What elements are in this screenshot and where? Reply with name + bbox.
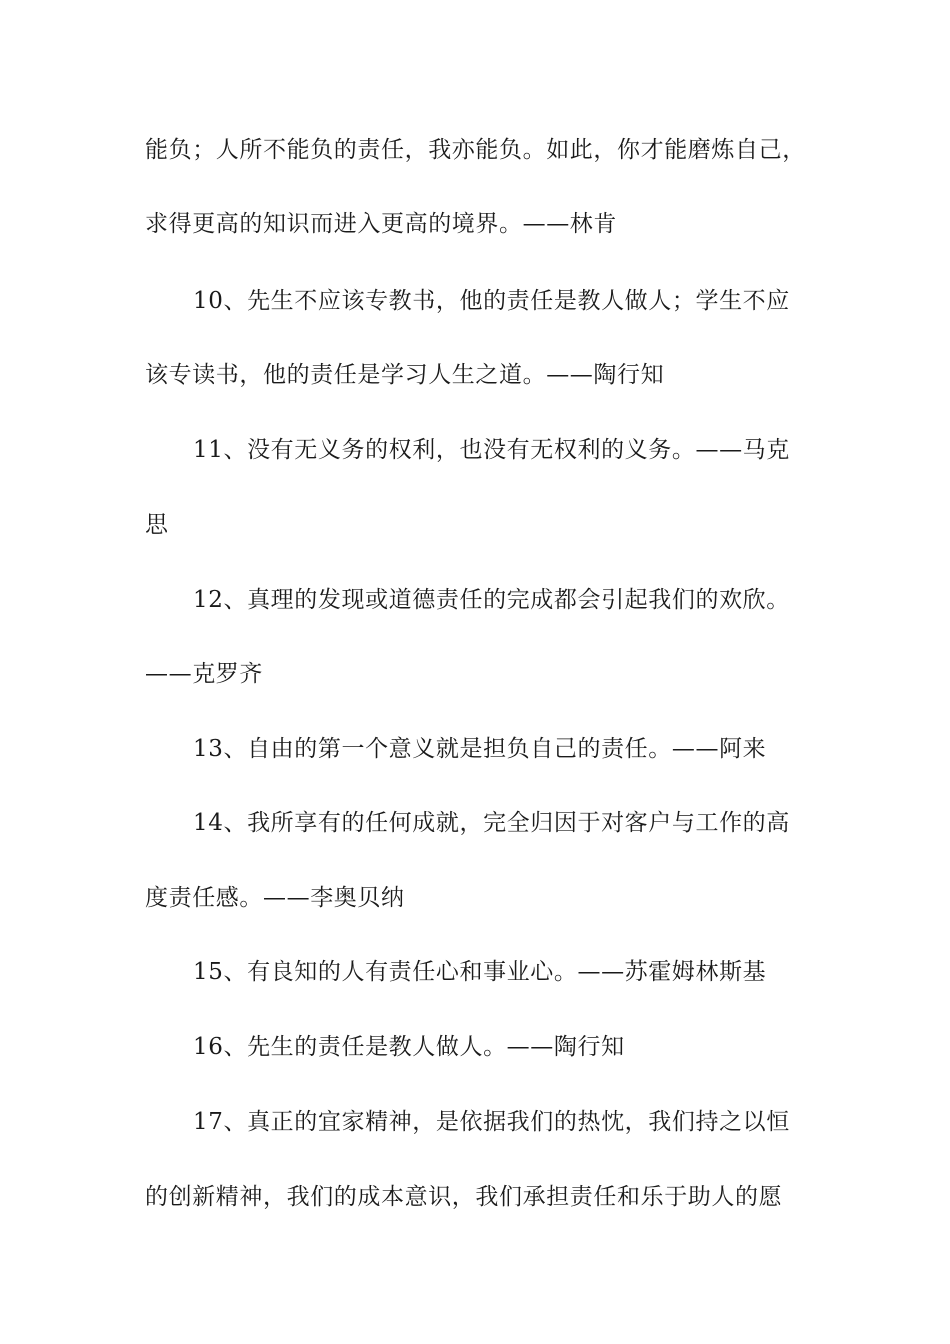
text-line: ——克罗齐 xyxy=(145,661,263,687)
text-line: 能负；人所不能负的责任，我亦能负。如此，你才能磨炼自己， xyxy=(145,137,806,163)
quote-15-line: 15、有良知的人有责任心和事业心。——苏霍姆林斯基 xyxy=(193,959,767,985)
quote-17-line: 17、真正的宜家精神，是依据我们的热忱，我们持之以恒 xyxy=(193,1109,790,1135)
quote-13-line: 13、自由的第一个意义就是担负自己的责任。——阿来 xyxy=(193,736,767,762)
quote-16-line: 16、先生的责任是教人做人。——陶行知 xyxy=(193,1034,625,1060)
text-line: 的创新精神，我们的成本意识，我们承担责任和乐于助人的愿 xyxy=(145,1184,783,1210)
text-line: 度责任感。——李奥贝纳 xyxy=(145,885,405,911)
text-line: 该专读书，他的责任是学习人生之道。——陶行知 xyxy=(145,362,665,388)
quote-14-line: 14、我所享有的任何成就，完全归因于对客户与工作的高 xyxy=(193,810,790,836)
quote-10-line: 10、先生不应该专教书，他的责任是教人做人；学生不应 xyxy=(193,288,790,314)
text-line: 求得更高的知识而进入更高的境界。——林肯 xyxy=(145,211,617,237)
quote-11-line: 11、没有无义务的权利，也没有无权利的义务。——马克 xyxy=(193,437,790,463)
quote-12-line: 12、真理的发现或道德责任的完成都会引起我们的欢欣。 xyxy=(193,587,790,613)
text-line: 思 xyxy=(145,512,169,538)
